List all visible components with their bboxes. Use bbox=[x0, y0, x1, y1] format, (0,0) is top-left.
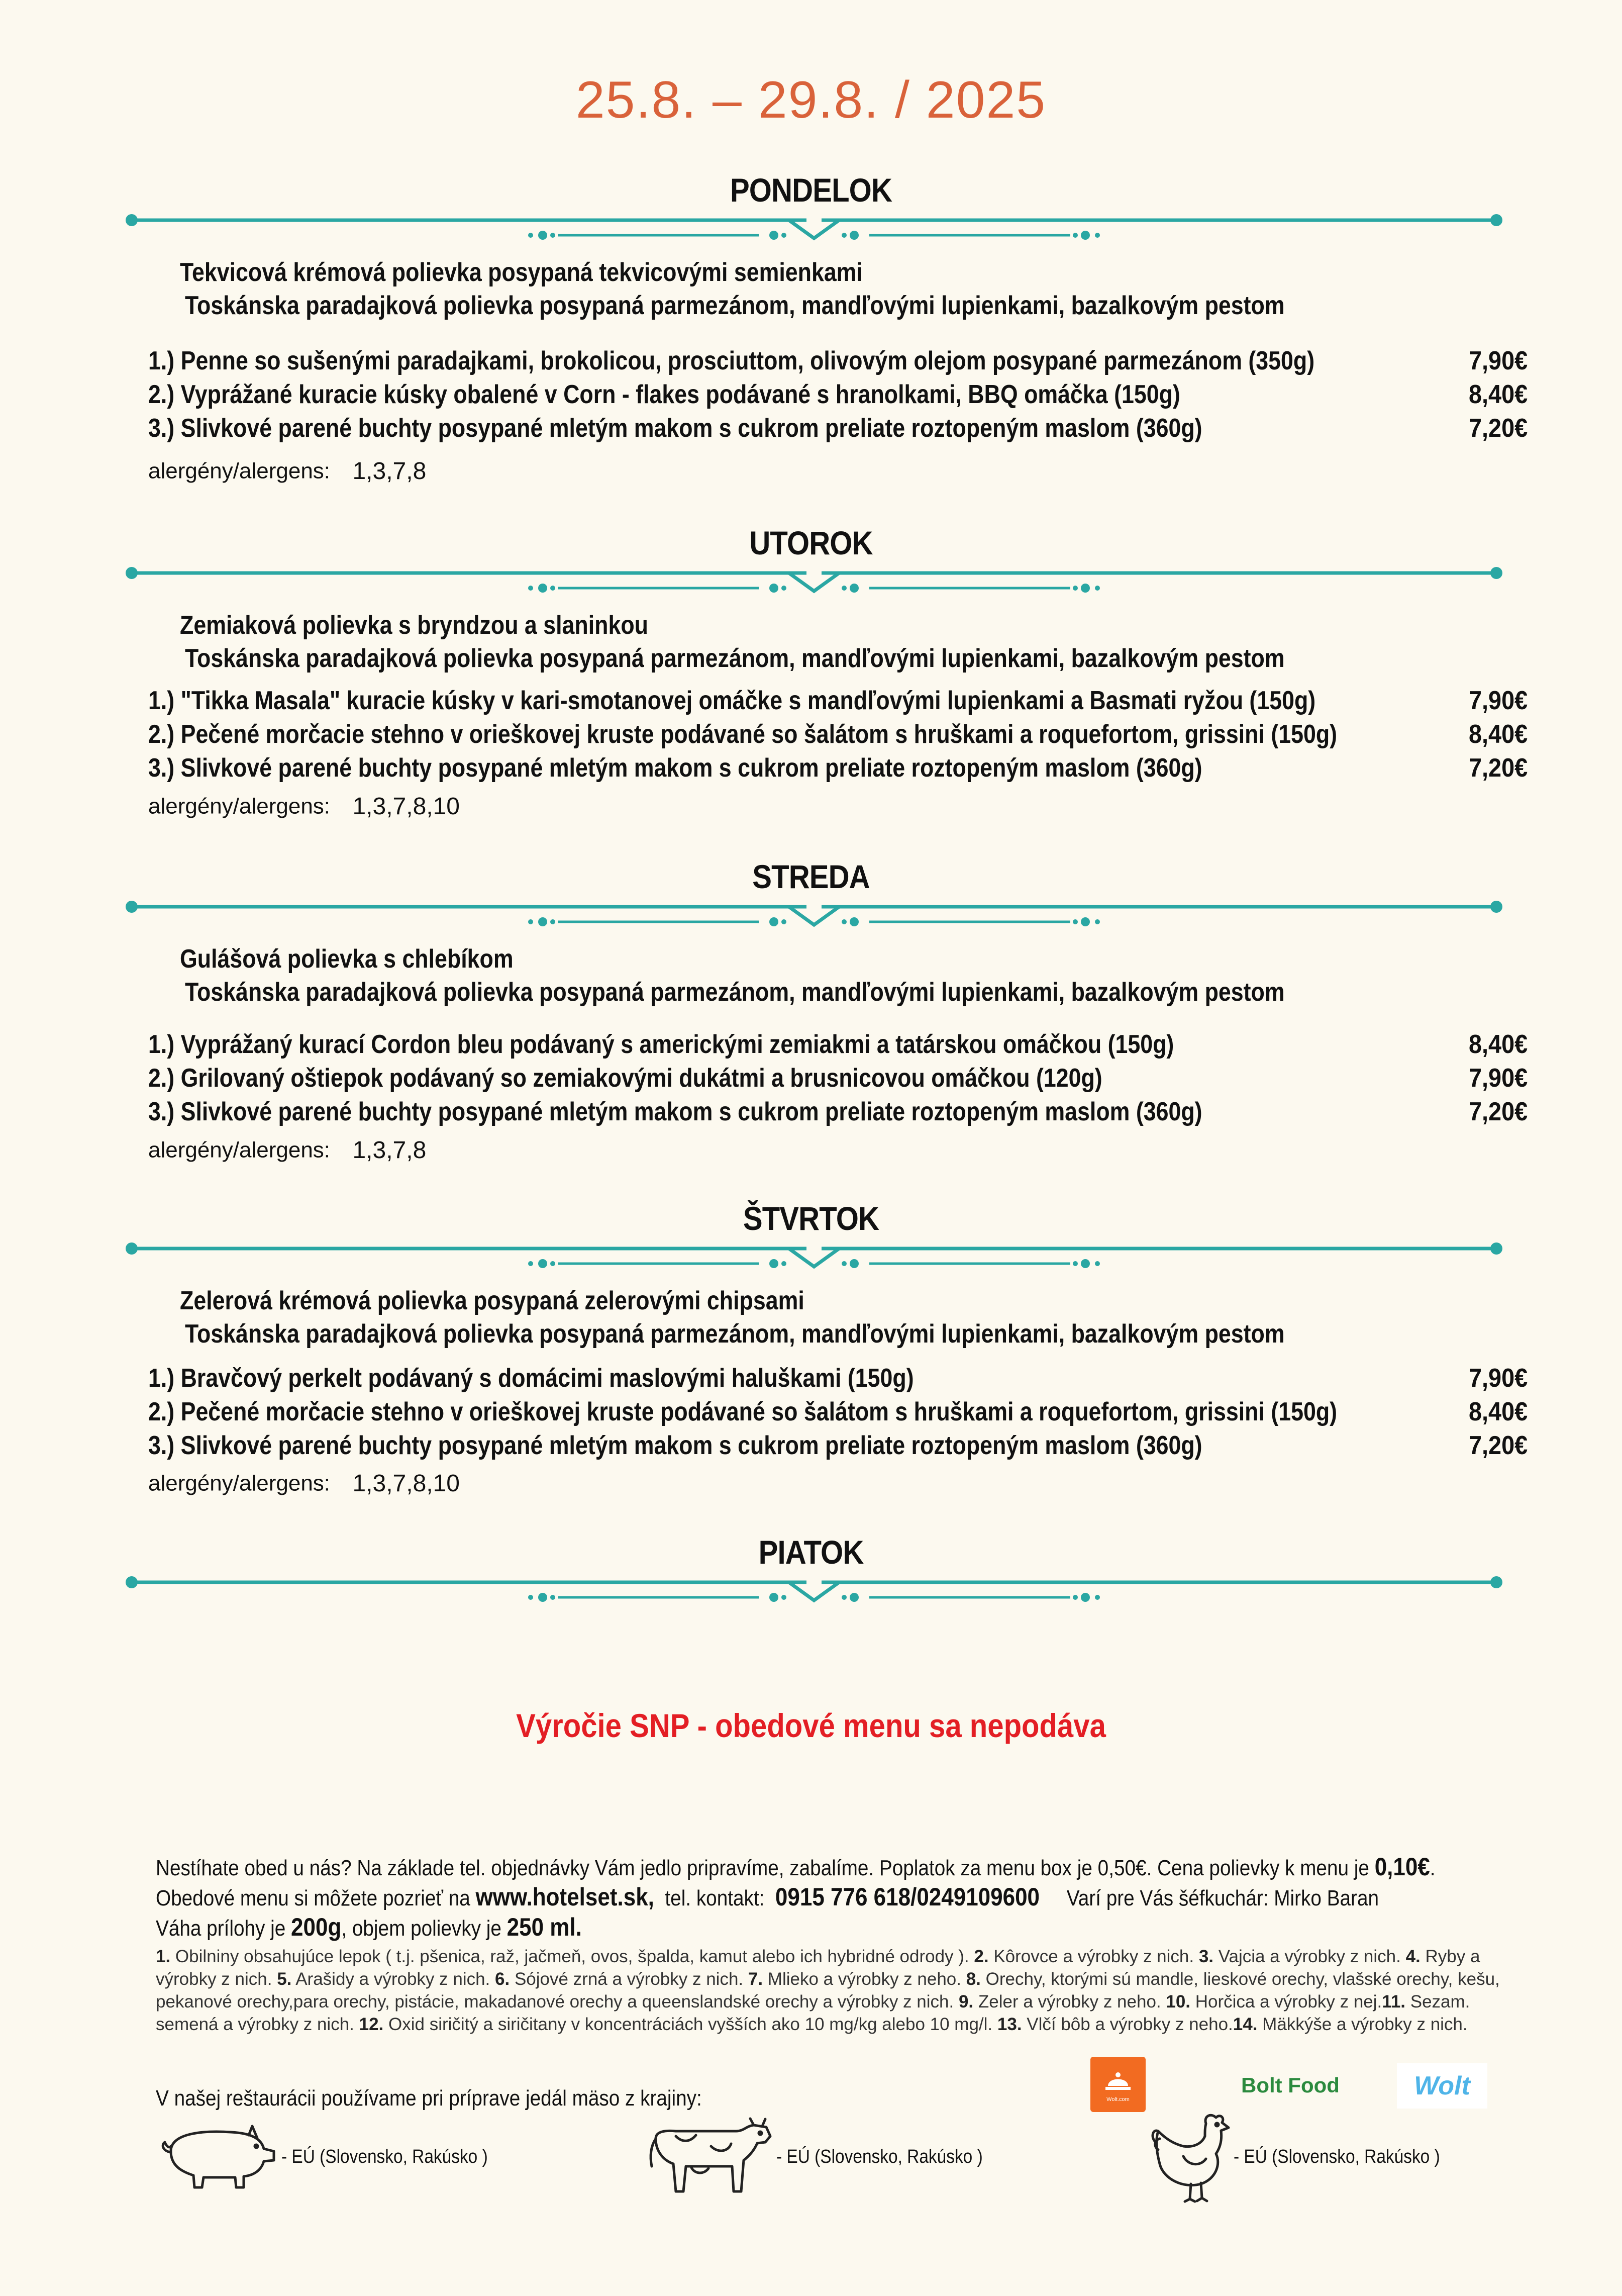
menu-item bbox=[148, 1397, 1528, 1429]
soup-2: Toskánska paradajková polievka posypaná parmezánom, mandľovými lupienkami, bazalkovým pestom bbox=[185, 291, 1285, 320]
logo-text: Wolt bbox=[1414, 2071, 1470, 2100]
menu-item-price: 8,40€ bbox=[1468, 720, 1528, 749]
bolt-food-logo bbox=[1241, 2073, 1340, 2097]
website-link[interactable]: www.hotelset.sk, bbox=[475, 1883, 654, 1911]
legend-num: 11. bbox=[1382, 1992, 1406, 2012]
footer-takeaway-info bbox=[156, 1852, 1436, 1881]
menu-item-text: 2.) Pečené morčacie stehno v orieškovej kruste podávané so šalátom s hruškami a roquefortom, grissini (150g) bbox=[148, 720, 1338, 749]
footer-portion-info bbox=[156, 1912, 582, 1942]
menu-item-text: 2.) Grilovaný oštiepok podávaný so zemiakovými dukátmi a brusnicovou omáčkou (120g) bbox=[148, 1064, 1102, 1093]
decorative-divider bbox=[126, 899, 1502, 929]
chicken-icon bbox=[1146, 2109, 1236, 2204]
menu-item-text: 3.) Slivkové parené buchty posypané mletým makom s cukrom preliate roztopeným maslom (360g) bbox=[148, 753, 1202, 783]
soup-2: Toskánska paradajková polievka posypaná parmezánom, mandľovými lupienkami, bazalkovým pestom bbox=[185, 978, 1285, 1007]
meat-origin-label: - EÚ (Slovensko, Rakúsko ) bbox=[281, 2146, 488, 2167]
menu-item-price: 7,90€ bbox=[1468, 686, 1528, 715]
allergens-value: 1,3,7,8,10 bbox=[352, 793, 460, 820]
menu-item-price: 8,40€ bbox=[1468, 380, 1528, 409]
soup-volume: 250 ml. bbox=[506, 1913, 582, 1941]
menu-item-text: 3.) Slivkové parené buchty posypané mletým makom s cukrom preliate roztopeným maslom (360g) bbox=[148, 1097, 1202, 1126]
legend-num: 4. bbox=[1405, 1947, 1421, 1966]
legend-text: Oxid siričitý a siričitany v koncentráciách vyšších ako 10 mg/kg alebo 10 mg/l. bbox=[383, 2015, 997, 2034]
menu-item-price: 7,90€ bbox=[1468, 1364, 1528, 1393]
menu-item-text: 3.) Slivkové parené buchty posypané mletým makom s cukrom preliate roztopeným maslom (360g) bbox=[148, 1431, 1202, 1460]
allergens-row bbox=[148, 1470, 460, 1497]
day-heading: STREDA bbox=[752, 858, 870, 895]
allergens-label: alergény/alergens: bbox=[148, 1137, 331, 1163]
allergens-label: alergény/alergens: bbox=[148, 458, 331, 484]
menu-item bbox=[148, 686, 1528, 718]
legend-text: Arašidy a výrobky z nich. bbox=[291, 1969, 495, 1989]
menu-item bbox=[148, 379, 1528, 412]
soup-price: 0,10€ bbox=[1374, 1853, 1430, 1881]
cow-icon bbox=[646, 2116, 776, 2196]
allergens-label: alergény/alergens: bbox=[148, 794, 331, 819]
menu-item-price: 7,20€ bbox=[1468, 753, 1528, 783]
legend-num: 3. bbox=[1198, 1947, 1214, 1966]
meat-origin-label: - EÚ (Slovensko, Rakúsko ) bbox=[776, 2146, 983, 2167]
legend-text: Orechy, ktorými sú mandle, lieskové orechy, vlašské orechy, kešu, pekanové orechy,para orechy, pistácie, makadanové orechy a queenslandské orechy a výrobky z nich. bbox=[156, 1969, 1500, 2012]
menu-item-text: 3.) Slivkové parené buchty posypané mletým makom s cukrom preliate roztopeným maslom (360g) bbox=[148, 414, 1202, 443]
meat-origin-label: - EÚ (Slovensko, Rakúsko ) bbox=[1234, 2146, 1440, 2167]
menu-item-price: 8,40€ bbox=[1468, 1030, 1528, 1059]
legend-num: 8. bbox=[966, 1969, 981, 1989]
decorative-divider bbox=[126, 1574, 1502, 1604]
legend-num: 5. bbox=[277, 1969, 292, 1989]
allergens-row bbox=[148, 457, 426, 485]
menu-item-price: 8,40€ bbox=[1468, 1397, 1528, 1426]
legend-text: Sójové zrná a výrobky z nich. bbox=[510, 1969, 748, 1989]
wolt-logo bbox=[1397, 2063, 1487, 2109]
friday-notice: Výročie SNP - obedové menu sa nepodáva bbox=[516, 1707, 1106, 1744]
soup-2: Toskánska paradajková polievka posypaná parmezánom, mandľovými lupienkami, bazalkovým pestom bbox=[185, 1319, 1285, 1349]
menu-item bbox=[148, 719, 1528, 751]
menu-item-text: 2.) Pečené morčacie stehno v orieškovej kruste podávané so šalátom s hruškami a roquefortom, grissini (150g) bbox=[148, 1397, 1338, 1426]
allergens-row bbox=[148, 1136, 426, 1164]
allergens-row bbox=[148, 793, 460, 820]
side-weight: 200g bbox=[291, 1913, 342, 1941]
legend-text: Vlčí bôb a výrobky z neho. bbox=[1022, 2015, 1233, 2034]
menu-item bbox=[148, 753, 1528, 785]
logo-text: Wolt.com bbox=[1106, 2096, 1130, 2102]
soup-1: Zemiaková polievka s bryndzou a slaninkou bbox=[180, 611, 648, 640]
footer-text: Nestíhate obed u nás? Na základe tel. objednávky Vám jedlo pripravíme, zabalíme. Poplatok za menu box je 0,50€. Cena polievky k menu je bbox=[156, 1856, 1375, 1880]
day-heading: PIATOK bbox=[758, 1534, 864, 1571]
allergens-value: 1,3,7,8 bbox=[352, 1137, 427, 1164]
legend-text: Kôrovce a výrobky z nich. bbox=[988, 1947, 1199, 1966]
meat-origin-title: V našej reštaurácii používame pri príprave jedál mäso z krajiny: bbox=[156, 2086, 702, 2111]
legend-num: 10. bbox=[1166, 1992, 1191, 2012]
wolt-restaurant-icon bbox=[1090, 2057, 1146, 2112]
legend-num: 7. bbox=[748, 1969, 763, 1989]
decorative-divider bbox=[126, 565, 1502, 595]
legend-num: 1. bbox=[156, 1947, 171, 1966]
day-heading: PONDELOK bbox=[730, 171, 892, 209]
legend-num: 13. bbox=[997, 2015, 1022, 2034]
footer-contact-info bbox=[156, 1882, 1379, 1911]
phone-number[interactable]: 0915 776 618/0249109600 bbox=[775, 1883, 1040, 1911]
soup-1: Tekvicová krémová polievka posypaná tekvicovými semienkami bbox=[180, 258, 863, 287]
menu-item-text: 2.) Vyprážané kuracie kúsky obalené v Corn - flakes podávané s hranolkami, BBQ omáčka (150g) bbox=[148, 380, 1180, 409]
day-heading: UTOROK bbox=[749, 524, 873, 561]
decorative-divider bbox=[126, 1240, 1502, 1271]
legend-text: Horčica a výrobky z nej. bbox=[1190, 1992, 1382, 2012]
footer-text: . bbox=[1430, 1856, 1436, 1880]
decorative-divider bbox=[126, 212, 1502, 242]
legend-text: Mäkkýše a výrobky z nich. bbox=[1257, 2015, 1468, 2034]
menu-item-text: 1.) Bravčový perkelt podávaný s domácimi maslovými haluškami (150g) bbox=[148, 1364, 914, 1393]
day-heading: ŠTVRTOK bbox=[743, 1200, 879, 1237]
menu-item-price: 7,20€ bbox=[1468, 1097, 1528, 1126]
legend-num: 12. bbox=[359, 2015, 384, 2034]
legend-text: Vajcia a výrobky z nich. bbox=[1213, 1947, 1406, 1966]
menu-item-text: 1.) Penne so sušenými paradajkami, brokolicou, prosciuttom, olivovým olejom posypané parmezánom (350g) bbox=[148, 346, 1315, 375]
legend-num: 9. bbox=[958, 1992, 974, 2012]
allergens-value: 1,3,7,8,10 bbox=[352, 1470, 460, 1497]
legend-text: Sezam. semená a výrobky z nich. bbox=[156, 1992, 1470, 2034]
menu-item-price: 7,20€ bbox=[1468, 414, 1528, 443]
allergens-label: alergény/alergens: bbox=[148, 1471, 331, 1496]
legend-text: Mlieko a výrobky z neho. bbox=[763, 1969, 966, 1989]
footer-text: Obedové menu si môžete pozrieť na bbox=[156, 1886, 476, 1910]
footer-text: tel. kontakt: bbox=[654, 1886, 775, 1910]
menu-item bbox=[148, 1363, 1528, 1395]
footer-text: Váha prílohy je bbox=[156, 1916, 291, 1941]
legend-text: Obilniny obsahujúce lepok ( t.j. pšenica, raž, jačmeň, ovos, špalda, kamut alebo ich hybridné odrody ). bbox=[170, 1947, 974, 1966]
menu-item bbox=[148, 346, 1528, 378]
menu-item-price: 7,90€ bbox=[1468, 1064, 1528, 1093]
legend-text: Ryby a výrobky z nich. bbox=[156, 1947, 1480, 1989]
week-title: 25.8. – 29.8. / 2025 bbox=[575, 71, 1047, 129]
soup-1: Gulášová polievka s chlebíkom bbox=[180, 944, 514, 974]
legend-num: 14. bbox=[1233, 2015, 1258, 2034]
allergen-legend bbox=[156, 1945, 1533, 2036]
logo-text: Bolt Food bbox=[1241, 2073, 1340, 2097]
allergens-value: 1,3,7,8 bbox=[352, 458, 427, 485]
soup-2: Toskánska paradajková polievka posypaná parmezánom, mandľovými lupienkami, bazalkovým pestom bbox=[185, 644, 1285, 673]
legend-text: Zeler a výrobky z neho. bbox=[973, 1992, 1166, 2012]
menu-item-price: 7,90€ bbox=[1468, 346, 1528, 375]
menu-item bbox=[148, 413, 1528, 445]
menu-item-text: 1.) "Tikka Masala" kuracie kúsky v kari-smotanovej omáčke s mandľovými lupienkami a Basmati ryžou (150g) bbox=[148, 686, 1316, 715]
menu-item bbox=[148, 1097, 1528, 1129]
soup-1: Zelerová krémová polievka posypaná zelerovými chipsami bbox=[180, 1286, 804, 1315]
menu-item-price: 7,20€ bbox=[1468, 1431, 1528, 1460]
restaurant-icon bbox=[1090, 2057, 1146, 2112]
legend-num: 6. bbox=[495, 1969, 510, 1989]
legend-num: 2. bbox=[974, 1947, 989, 1966]
chef-name: Varí pre Vás šéfkuchár: Mirko Baran bbox=[1040, 1886, 1379, 1910]
footer-text: , objem polievky je bbox=[341, 1916, 507, 1941]
menu-item bbox=[148, 1063, 1528, 1095]
menu-item bbox=[148, 1029, 1528, 1062]
menu-item-text: 1.) Vyprážaný kurací Cordon bleu podávaný s americkými zemiakmi a tatárskou omáčkou (150g) bbox=[148, 1030, 1174, 1059]
menu-item bbox=[148, 1430, 1528, 1463]
pig-icon bbox=[156, 2121, 281, 2191]
